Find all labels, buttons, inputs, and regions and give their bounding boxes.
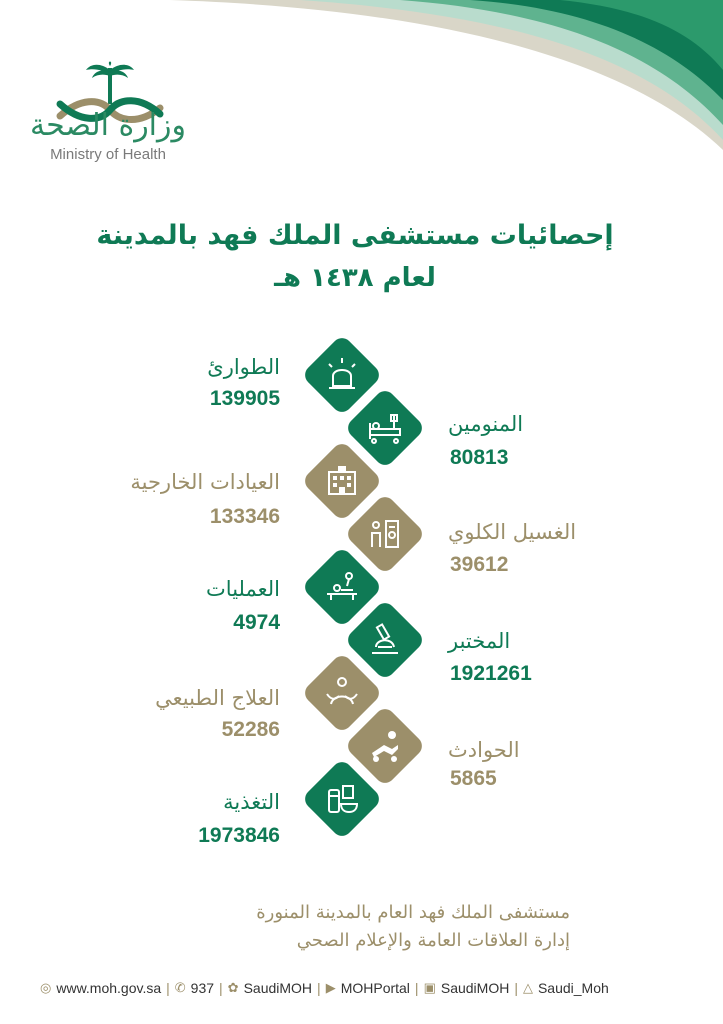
stat-value-laboratory: 1921261 [450,662,532,685]
stat-value-outpatient: 133346 [209,505,280,528]
stat-label-dialysis: الغسيل الكلوي [448,520,577,544]
phone-number[interactable]: 937 [190,980,215,996]
nutrition-icon [319,776,365,822]
stat-value-surgery: 4974 [233,611,280,634]
logo-english-text: Ministry of Health [50,146,166,163]
logo-arabic-text: وزارة الصحة [30,108,186,143]
page-subtitle: لعام ١٤٣٨ هـ [274,263,436,293]
stat-value-dialysis: 39612 [450,553,509,576]
stat-value-accidents: 5865 [450,767,497,790]
stat-label-accidents: الحوادث [448,738,520,762]
stat-label-nutrition: التغذية [223,790,280,814]
stat-label-physiotherapy: العلاج الطبيعي [155,686,280,710]
physiotherapy-icon [319,670,365,716]
twitter-icon: ✿ [227,980,239,995]
stat-value-nutrition: 1973846 [198,824,280,847]
stat-value-emergency: 139905 [209,387,280,410]
stat-value-physiotherapy: 52286 [221,718,280,741]
phone-icon: ✆ [174,980,186,995]
stat-label-emergency: الطوارئ [207,355,280,379]
page-title: إحصائيات مستشفى الملك فهد بالمدينة [96,220,614,251]
contact-bar [40,976,690,1000]
separator: | [414,980,419,996]
stat-label-inpatients: المنومين [448,412,524,436]
microscope-icon [362,617,408,663]
hospital-bed-icon [362,405,408,451]
hospital-name: مستشفى الملك فهد العام بالمدينة المنورة [256,902,570,923]
separator: | [219,980,223,996]
dialysis-icon [362,511,408,557]
surgery-icon [319,564,365,610]
stat-label-outpatient: العيادات الخارجية [130,470,280,494]
instagram-icon: ▣ [423,980,436,995]
twitter-handle[interactable]: SaudiMOH [243,980,313,996]
accident-icon [362,723,408,769]
stat-label-surgery: العمليات [206,577,280,601]
separator: | [317,980,321,996]
separator: | [166,980,170,996]
building-icon [319,458,365,504]
stat-label-laboratory: المختبر [448,629,511,653]
department-name: إدارة العلاقات العامة والإعلام الصحي [296,930,570,951]
siren-icon [319,352,365,398]
website-link[interactable]: www.moh.gov.sa [56,980,162,996]
stat-value-inpatients: 80813 [450,446,509,469]
snapchat-icon: △ [522,980,533,995]
youtube-icon: ▶ [325,980,336,995]
youtube-handle[interactable]: MOHPortal [340,980,410,996]
snapchat-handle[interactable]: Saudi_Moh [537,980,609,996]
separator: | [514,980,518,996]
globe-icon: ◎ [40,980,52,995]
instagram-handle[interactable]: SaudiMOH [440,980,510,996]
